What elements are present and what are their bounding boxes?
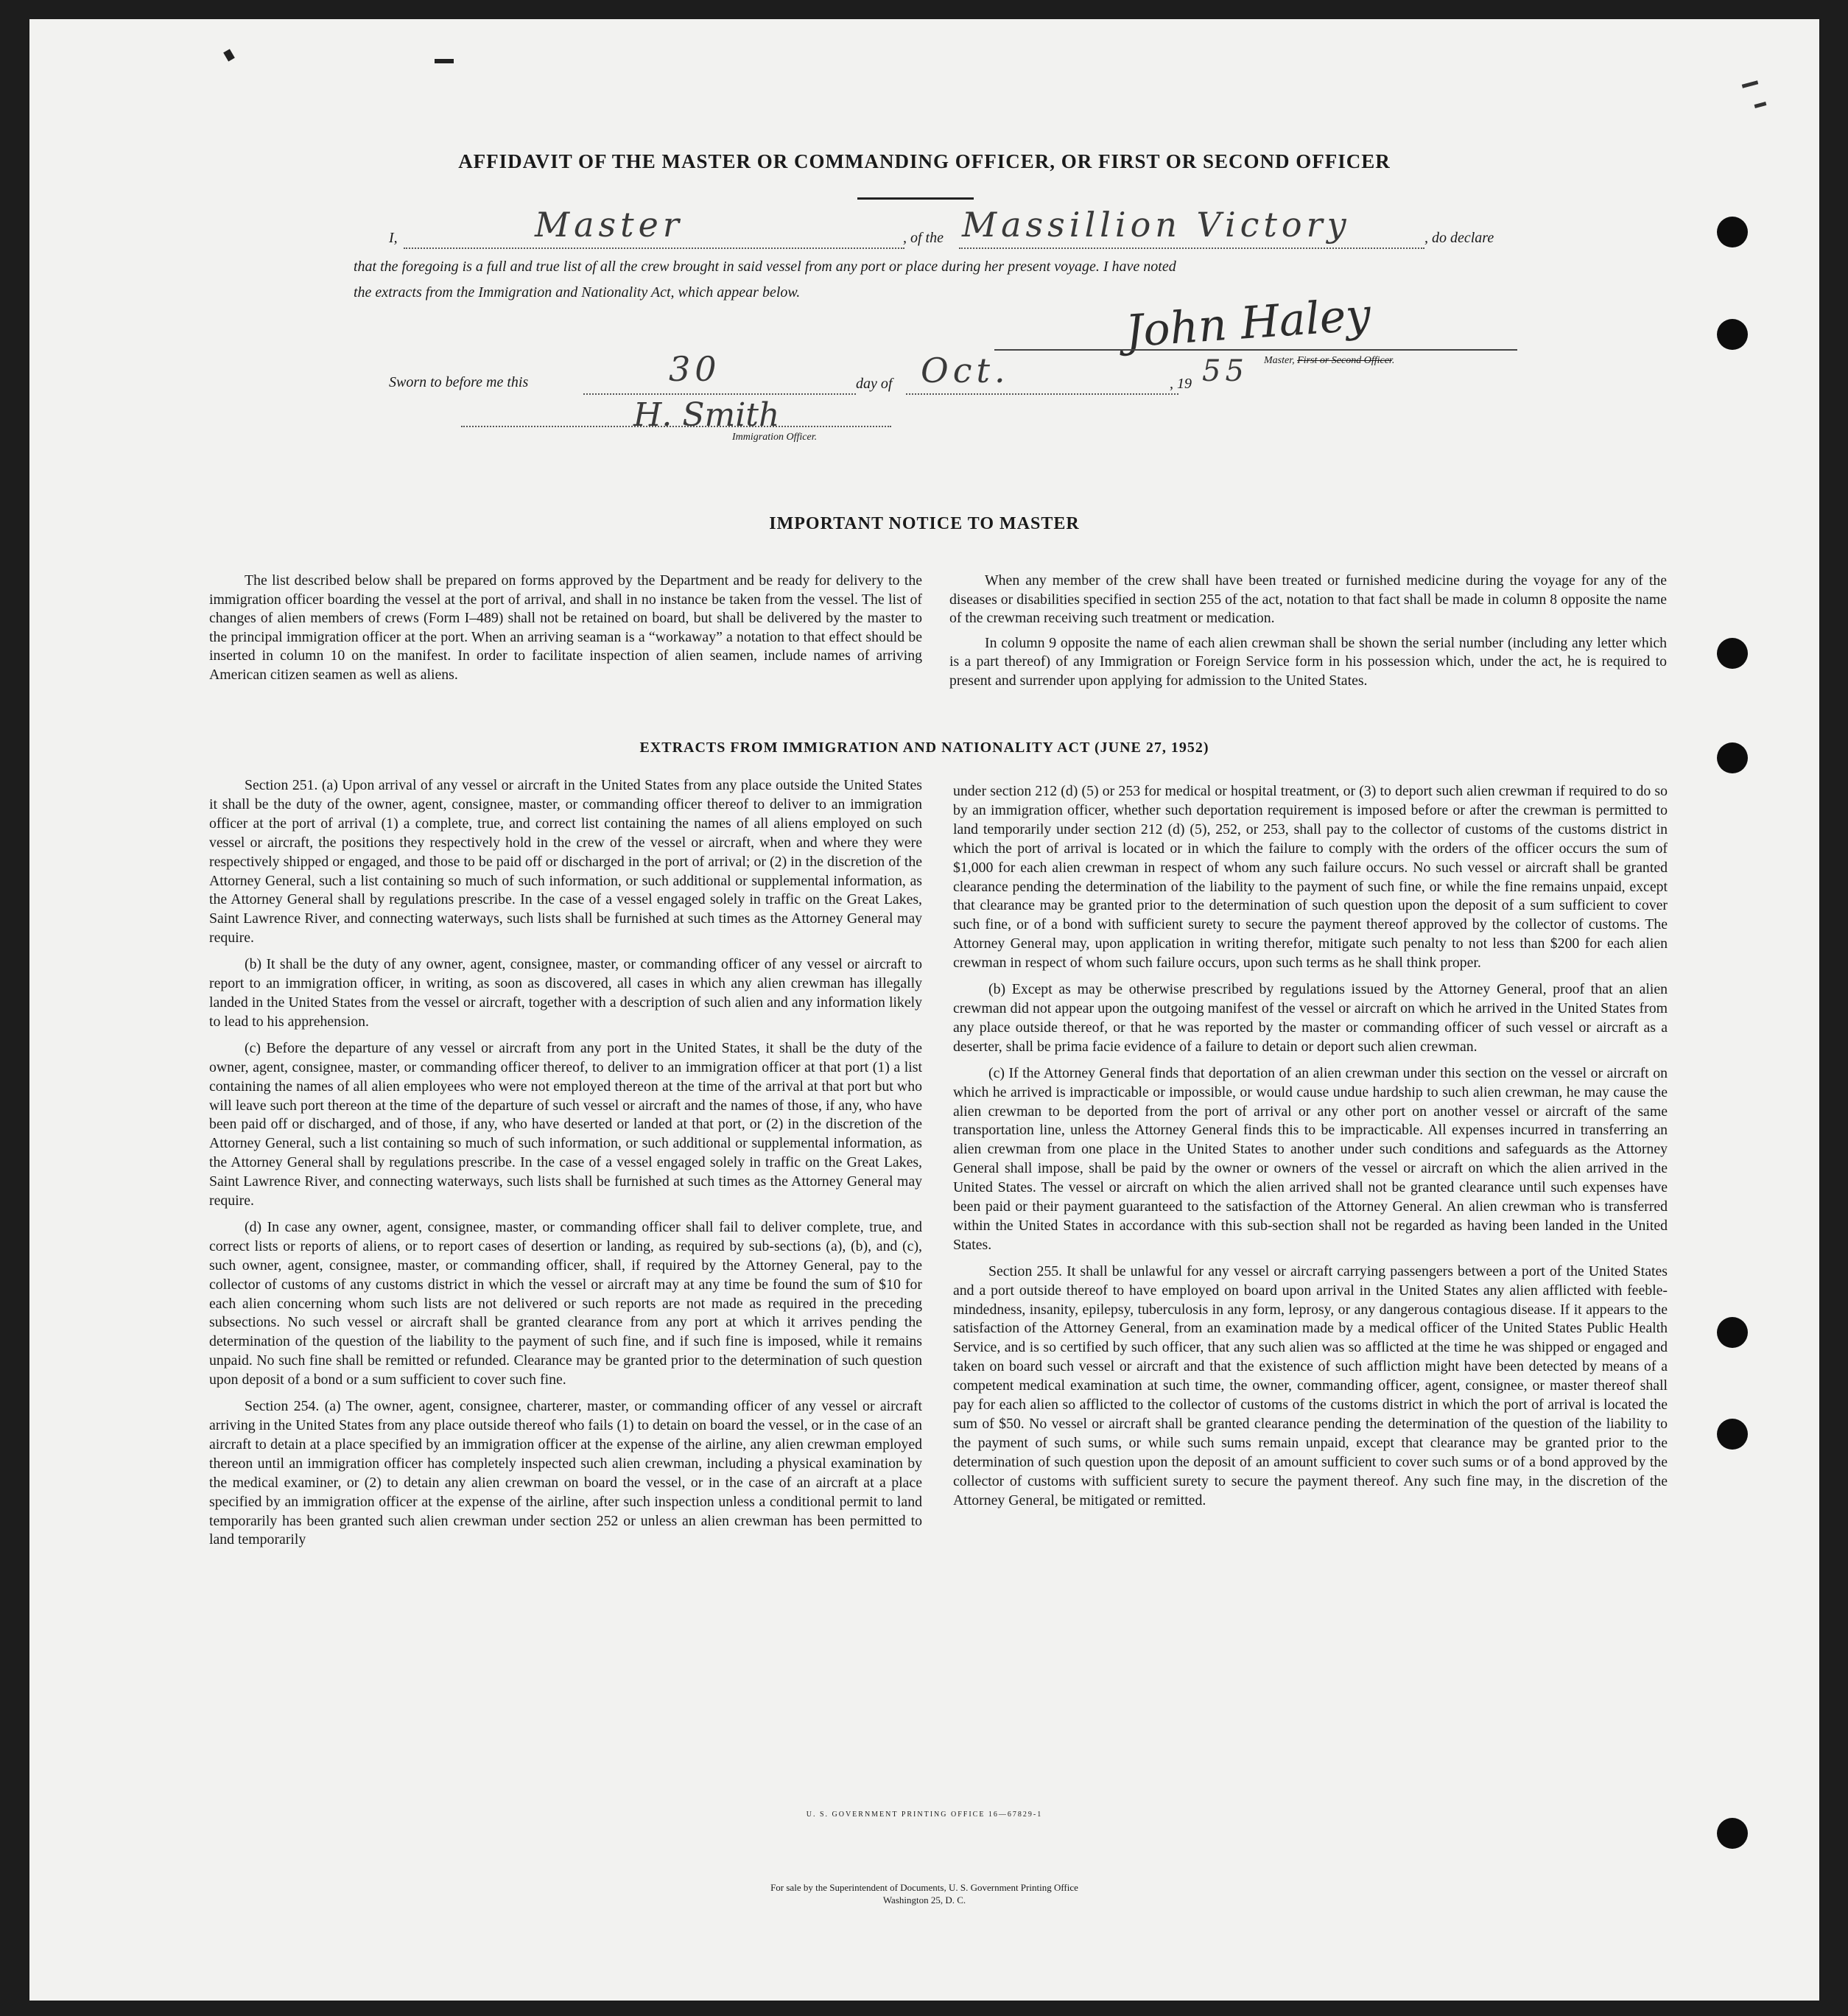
signature-line bbox=[994, 349, 1517, 351]
master-title-struck: First or Second Officer bbox=[1297, 355, 1392, 366]
extracts-left-column bbox=[209, 776, 922, 1557]
section-251-d: (d) In case any owner, agent, consignee, master, or commanding officer shall fail to deliver complete, true, and correct lists or reports of aliens, or to report cases of desertion or landing, as required by sub-sections (a), (b), and (c), such owner, agent, consignee, master, or commanding officer, shall, if required by the Attorney General, pay to the collector of customs of any customs district in which the vessel or aircraft may at any time be found the sum of $10 for each alien concerning whom such lists are not delivered or such reports are not made as required in the preceding subsections. No such vessel or aircraft shall be granted clearance from any port at which it arrives pending the determination of the question of the liability to the payment of such fine, and if such fine is imposed, while it remains unpaid. No such fine shall be remitted or refunded. Clearance may be granted prior to the determination of such question upon deposit of a bond or a sum sufficient to cover such fine. bbox=[209, 1218, 922, 1388]
officer-signature-line bbox=[461, 426, 891, 427]
binder-hole bbox=[1717, 638, 1748, 669]
scan-mark bbox=[435, 59, 454, 63]
notice-right-paragraph-1: When any member of the crew shall have been treated or furnished medicine during the voyage for any of the diseases or disabilities specified in section 255 of the act, notation to that fact shall be made in column 8 opposite the name of the crewman receiving such treatment or medication. bbox=[949, 572, 1667, 626]
year-prefix: , 19 bbox=[1170, 376, 1192, 392]
binder-hole bbox=[1717, 1317, 1748, 1348]
section-251-b: (b) It shall be the duty of any owner, agent, consignee, master, or commanding officer of any vessel or aircraft to report to an immigration officer, in writing, as soon as discovered, all cases in which any alien crewman has illegally landed in the United States from the vessel or aircraft, together with a description of such alien and any information likely to lead to his apprehension. bbox=[209, 956, 922, 1030]
year-handwritten: 55 bbox=[1202, 354, 1248, 388]
day-handwritten: 30 bbox=[669, 349, 721, 389]
of-the-label: , of the bbox=[903, 230, 944, 246]
sale-notice bbox=[29, 1881, 1819, 1906]
day-field-line bbox=[583, 393, 856, 395]
declaration-line-2: the extracts from the Immigration and Nationality Act, which appear below. bbox=[354, 284, 801, 301]
section-255: Section 255. It shall be unlawful for any vessel or aircraft carrying passengers between a port of the United States and a port outside thereof to have employed on board upon arrival in the United States any alien afflicted with feeble-mindedness, insanity, epilepsy, tuberculosis in any form, leprosy, or any dangerous contagious disease. If it appears to the satisfaction of the Attorney General, from an examination made by a medical officer of the United States Public Health Service, and is so certified by such officer, that any such alien was so afflicted at the time he was shipped or engaged and taken on board such vessel or aircraft and that the existence of such affliction might have been detected by means of a competent medical examination at such time, the owner, commanding officer, agent, consignee, or master thereof shall pay for each alien so afflicted to the collector of customs of the customs district in which the port of arrival is located the sum of $50. No vessel or aircraft shall be granted clearance pending the determination of the question of the liability to the payment of such sums, or while such sums remain unpaid, except that clearance may be granted prior to the determination of such question upon the deposit of an amount sufficient to cover such sums or of a bond approved by the collector of customs with sufficient surety to secure the payment thereof. Any such fine may, in the discretion of the Attorney General, be mitigated or remitted. bbox=[953, 1262, 1668, 1509]
binder-hole bbox=[1717, 217, 1748, 247]
notice-left-paragraph: The list described below shall be prepared on forms approved by the Department and be ready for delivery to the immigration officer boarding the vessel at the port of arrival, and shall in no instance be taken from the vessel. The list of changes of alien members of crews (Form I–489) shall not be retained on board, but shall be delivered by the master to the principal immigration officer at the port. When an arriving seaman is a “workaway” a notation to that effect should be inserted in column 10 on the manifest. In order to facilitate inspection of alien seamen, include names of arriving American citizen seamen as well as aliens. bbox=[209, 572, 922, 683]
extracts-right-column bbox=[953, 782, 1668, 1518]
sale-line-2: Washington 25, D. C. bbox=[882, 1894, 966, 1906]
section-251-c: (c) Before the departure of any vessel or aircraft from any port in the United States, it shall be the duty of the owner, agent, consignee, master, or commanding officer thereof, to deliver to an immigration officer at that port (1) a list containing the names of all alien employees who were not employed thereon at the time of the arrival at that port but who will leave such port thereon at the time of the departure of such vessel or aircraft and the names of those, if any, who have been paid off or discharged, and of those, if any, who have deserted or landed at that port, or (2) in the discretion of the Attorney General, such a list containing so much of such information, or such additional or supplemental information, as the Attorney General shall by regulations prescribe. In the case of a vessel engaged solely in traffic on the Great Lakes, Saint Lawrence River, and connecting waterways, such lists shall be furnished at such times as the Attorney General may require. bbox=[209, 1039, 922, 1209]
master-title-suffix: . bbox=[1391, 355, 1395, 366]
name-field-line bbox=[404, 247, 904, 249]
month-field-line bbox=[906, 393, 1178, 395]
title-rule bbox=[857, 197, 974, 200]
printing-office-code: U. S. GOVERNMENT PRINTING OFFICE 16—67829-1 bbox=[806, 1810, 1043, 1819]
month-handwritten: Oct. bbox=[921, 351, 1010, 390]
section-251-a: Section 251. (a) Upon arrival of any vessel or aircraft in the United States from any place outside the United States it shall be the duty of the owner, agent, consignee, master, or commanding officer thereof to deliver to an immigration officer at the port of arrival (1) a complete, true, and correct list containing the names of all aliens employed on such vessel or aircraft, the positions they respectively hold in the crew of the vessel or aircraft, when and where they were respectively shipped or engaged, and those to be paid off or discharged in the port of arrival; or (2) in the discretion of the Attorney General, such a list containing so much of such information, or such additional or supplemental information, as the Attorney General shall by regulations prescribe. In the case of a vessel engaged solely in traffic on the Great Lakes, Saint Lawrence River, and connecting waterways, such lists shall be furnished at such times as the Attorney General may require. bbox=[209, 777, 922, 946]
section-254-b: (b) Except as may be otherwise prescribed by regulations issued by the Attorney General, proof that an alien crewman did not appear upon the outgoing manifest of the vessel or aircraft on which he arrived in the United States from any place outside thereof, or that he was reported by the master or commanding officer of such vessel or aircraft as a deserter, shall be prima facie evidence of a failure to detain or deport such alien crewman. bbox=[953, 981, 1668, 1055]
binder-hole bbox=[1717, 1818, 1748, 1849]
scan-mark bbox=[1754, 102, 1767, 108]
vessel-field-line bbox=[959, 247, 1424, 249]
binder-hole bbox=[1717, 1419, 1748, 1450]
document-page bbox=[29, 19, 1819, 2001]
vessel-handwritten: Massillion Victory bbox=[962, 205, 1351, 245]
officer-label: Immigration Officer. bbox=[732, 432, 818, 443]
section-254-c: (c) If the Attorney General finds that deportation of an alien crewman under this section on the vessel or aircraft on which he arrived is impracticable or impossible, or would cause undue hardship to such alien crewman, he may cause the alien crewman to be deported from the port of arrival or any other port on another vessel or aircraft of the same transportation line, unless the Attorney General finds this to be impracticable. All expenses incurred in transferring an alien crewman from one place in the United States to another under such conditions and safeguards as the Attorney General shall impose, shall be paid by the owner or owners of the vessel or aircraft on which the alien arrived in the United States. The vessel or aircraft on which the alien arrived shall not be granted clearance until such expenses have been paid or their payment guaranteed to the satisfaction of the Attorney General. An alien crewman who is transferred within the United States in accordance with this sub-section shall not be regarded as having been landed in the United States. bbox=[953, 1064, 1668, 1253]
notice-right-column bbox=[949, 572, 1667, 696]
officer-signature: H. Smith bbox=[633, 396, 780, 434]
notice-left-column bbox=[209, 572, 922, 690]
master-title-prefix: Master, bbox=[1264, 355, 1295, 366]
master-signature: John Haley bbox=[1123, 289, 1373, 358]
affidavit-title: AFFIDAVIT OF THE MASTER OR COMMANDING OFFICER, OR FIRST OR SECOND OFFICER bbox=[458, 150, 1391, 172]
scan-mark bbox=[1742, 80, 1759, 88]
binder-hole bbox=[1717, 319, 1748, 350]
master-title bbox=[1264, 355, 1394, 367]
scan-mark bbox=[223, 49, 235, 61]
sworn-label: Sworn to before me this bbox=[389, 374, 529, 390]
i-label: I, bbox=[389, 230, 398, 246]
declaration-line-1: that the foregoing is a full and true list of all the crew brought in said vessel from any port or place during her present voyage. I have noted bbox=[354, 259, 1176, 275]
section-254-a-continued: under section 212 (d) (5) or 253 for medical or hospital treatment, or (3) to deport such alien crewman if required to do so by an immigration officer, whether such deportation requirement is imposed before or after the crewman is permitted to land temporarily under section 212 (d) (5), 252, or 253, shall pay to the collector of customs of the customs district in which the port of arrival is located or in which the failure to comply with the orders of the officer occurs the sum of $1,000 for each alien crewman in respect of whom any such failure occurs. No such vessel or aircraft shall be granted clearance pending the determination of the liability to the payment of such fine, or while the fine remains unpaid, except that clearance may be granted prior to the determination of such question upon the deposit of a sum sufficient to cover such fine, or of a bond with sufficient surety to secure the payment thereof approved by the collector of customs. The Attorney General may, upon application in writing therefor, mitigate such penalty to not less than $200 for each alien crewman in respect of whom such failure occurs, upon such terms as he shall think proper. bbox=[953, 783, 1668, 972]
sale-line-1: For sale by the Superintendent of Documents, U. S. Government Printing Office bbox=[770, 1882, 1078, 1893]
day-of-label: day of bbox=[856, 376, 893, 392]
name-handwritten: Master bbox=[535, 205, 684, 245]
notice-right-paragraph-2: In column 9 opposite the name of each alien crewman shall be shown the serial number (including any letter which is a part thereof) of any Immigration or Foreign Service form in his possession which, under the act, he is required to present and surrender upon applying for admission to the United States. bbox=[949, 634, 1667, 689]
section-254-a: Section 254. (a) The owner, agent, consignee, charterer, master, or commanding officer of any vessel or aircraft arriving in the United States from any place outside thereof who fails (1) to detain on board the vessel, or in the case of an aircraft to detain at a place specified by an immigration officer at the expense of the airline, any alien crewman employed thereon until an immigration officer has completely inspected such alien crewman, including a physical examination by the medical examiner, or (2) to detain any alien crewman on board the vessel, or in the case of an aircraft at a place specified by an immigration officer at the expense of the airline, after such inspection unless a conditional permit to land temporarily has been granted such alien crewman under section 252 or unless an alien crewman has been permitted to land temporarily bbox=[209, 1398, 922, 1548]
notice-title: IMPORTANT NOTICE TO MASTER bbox=[769, 514, 1080, 533]
extracts-title: EXTRACTS FROM IMMIGRATION AND NATIONALITY ACT (JUNE 27, 1952) bbox=[639, 740, 1209, 756]
do-declare-label: , do declare bbox=[1424, 230, 1494, 246]
